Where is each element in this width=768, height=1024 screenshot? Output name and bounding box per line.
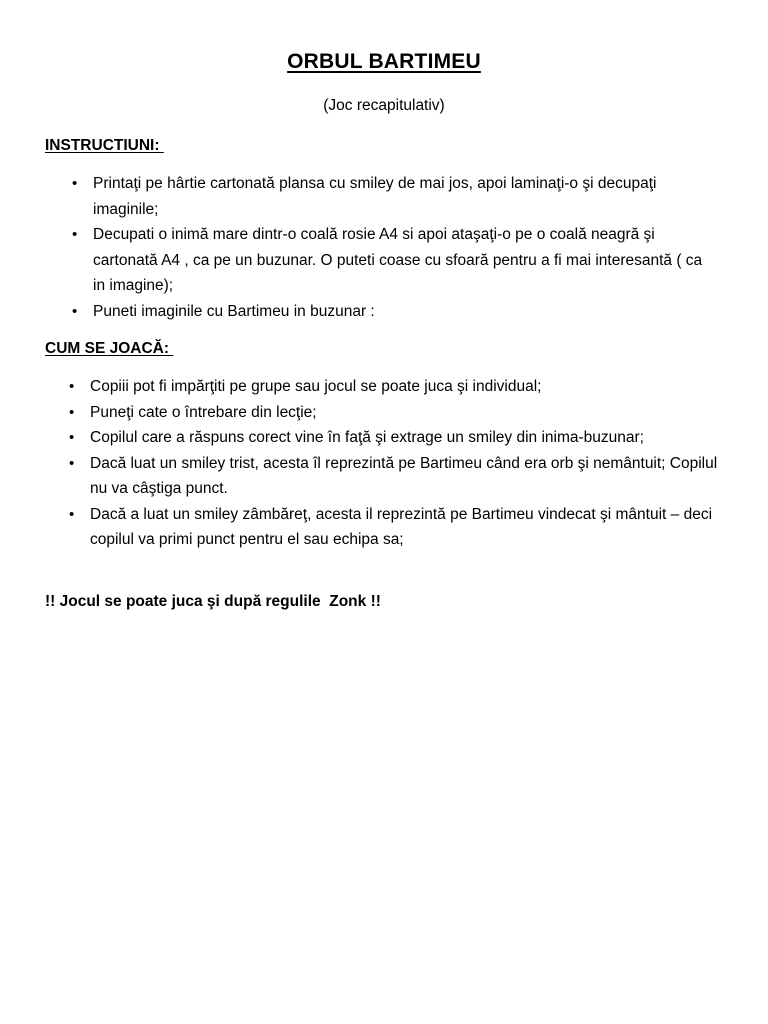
bullet-icon: • (72, 226, 78, 243)
bullet-icon: • (69, 378, 75, 395)
instructions-item-text: Printaţi pe hârtie cartonată plansa cu smiley de mai jos, apoi laminaţi-o şi decupaţi imaginile; (93, 175, 657, 218)
how-to-play-item-text: Copiii pot fi impărţiti pe grupe sau jocul se poate juca şi individual; (90, 378, 542, 395)
how-to-play-item-text: Dacă luat un smiley trist, acesta îl reprezintă pe Bartimeu când era orb şi nemântuit; Copilul nu va câştiga punct. (90, 454, 718, 497)
how-to-play-item-text: Puneţi cate o întrebare din lecţie; (90, 403, 317, 421)
instructions-item (72, 299, 718, 325)
bullet-icon: • (72, 302, 78, 320)
how-to-play-item (69, 400, 720, 426)
how-to-play-item (69, 374, 720, 400)
bullet-icon: • (72, 175, 78, 192)
instructions-list (72, 171, 718, 324)
how-to-play-item (69, 425, 720, 451)
instructions-item-text: Puneti imaginile cu Bartimeu in buzunar : (93, 302, 375, 320)
bullet-icon: • (69, 429, 75, 446)
instructions-item (72, 171, 718, 222)
instructions-heading: INSTRUCTIUNI: (45, 137, 164, 154)
how-to-play-item-text: Dacă a luat un smiley zâmbăreţ, acesta il reprezintă pe Bartimeu vindecat şi mântuit – deci copilul va primi punct pentru el sau echipa sa; (90, 505, 713, 548)
how-to-play-list (69, 374, 720, 553)
bullet-icon: • (69, 454, 75, 472)
instructions-item-text: Decupati o inimă mare dintr-o coală rosie A4 si apoi ataşaţi-o pe o coală neagră şi cartonată A4 , ca pe un buzunar. O puteti coase cu sfoară pentru a fi mai interesantă ( ca in imagine); (93, 226, 703, 294)
how-to-play-item-text: Copilul care a răspuns corect vine în faţă şi extrage un smiley din inima-buzunar; (90, 429, 644, 446)
how-to-play-item (69, 502, 720, 553)
document-title: ORBUL BARTIMEU (287, 50, 481, 73)
how-to-play-item (69, 451, 720, 502)
zonk-note: !! Jocul se poate juca şi după regulile Zonk !! (45, 593, 381, 610)
bullet-icon: • (69, 403, 75, 421)
bullet-icon: • (69, 505, 75, 523)
how-to-play-heading: CUM SE JOACĂ: (45, 340, 174, 357)
document-subtitle: (Joc recapitulativ) (323, 97, 445, 114)
instructions-item (72, 222, 718, 299)
